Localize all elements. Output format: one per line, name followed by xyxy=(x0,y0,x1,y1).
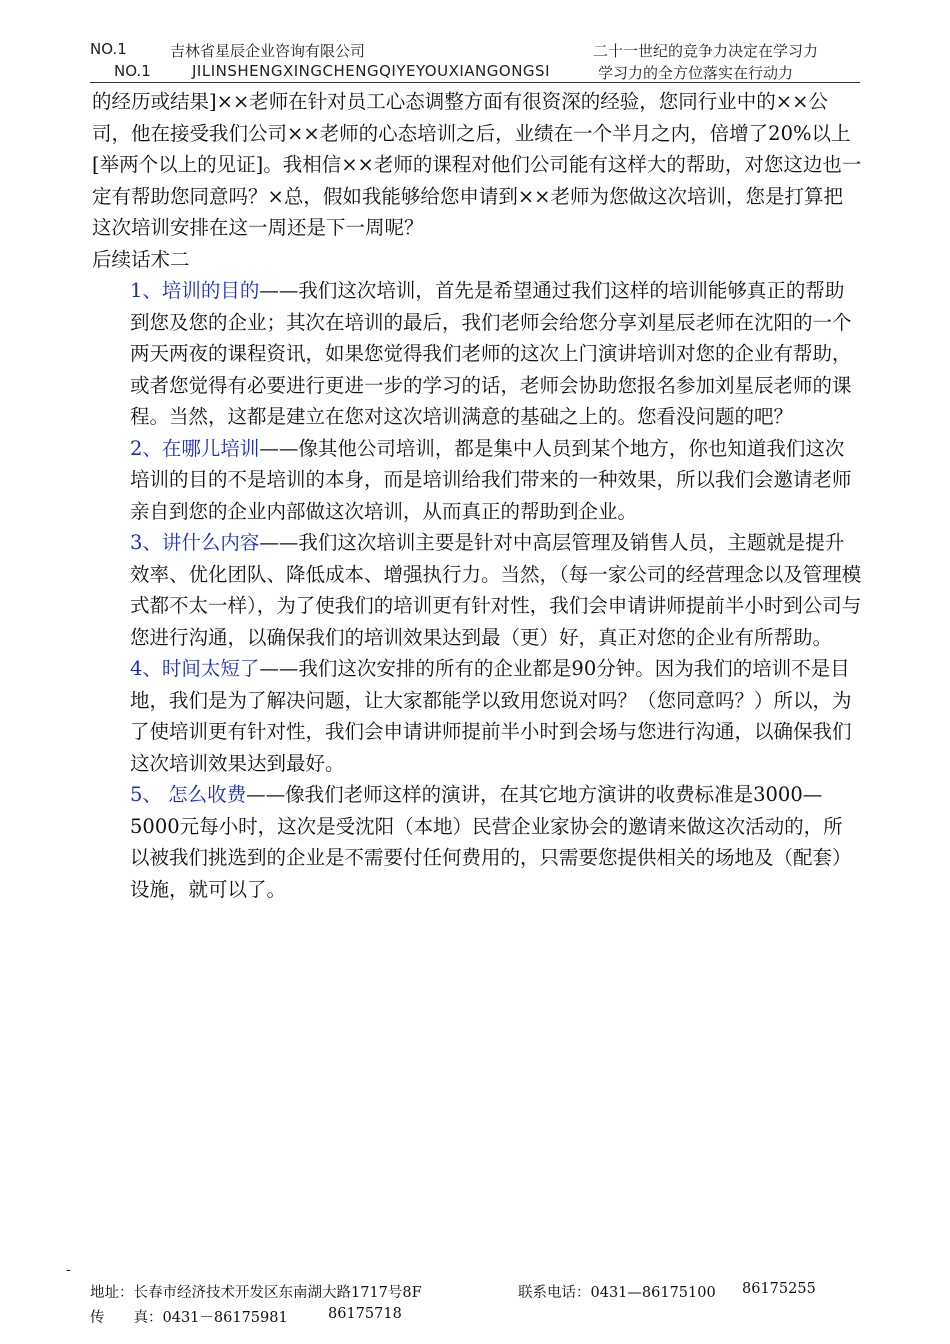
footer-line1 xyxy=(90,1281,870,1301)
item-heading: 5、 怎么收费 xyxy=(130,783,247,806)
list-item xyxy=(92,275,862,433)
list-item xyxy=(92,653,862,779)
footer-address: 地址：长春市经济技术开发区东南湖大路1717号8F xyxy=(90,1285,422,1301)
intro-paragraph: 的经历或结果]××老师在针对员工心态调整方面有很资深的经验，您同行业中的××公司，他在接受我们公司××老师的心态培训之后，业绩在一个半月之内，倍增了20%以上[举两个以上的见证]。我相信××老师的课程对他们公司能有这样大的帮助，对您这边也一定有帮助您同意吗？×总，假如我能够给您申请到××老师为您做这次培训，您是打算把这次培训安排在这一周还是下一周呢？ xyxy=(92,90,862,239)
item-heading: 1、培训的目的 xyxy=(130,279,260,302)
header-slogan-2: 学习力的全方位落实在行动力 xyxy=(598,64,794,82)
item-text: ——我们这次安排的所有的企业都是90分钟。因为我们的培训不是目地，我们是为了解决问题，让大家都能学以致用您说对吗？（您同意吗？）所以，为了使培训更有针对性，我们会申请讲师提前半小时到会场与您进行沟通，以确保我们这次培训效果达到最好。 xyxy=(130,657,852,775)
page-header-line1 xyxy=(90,40,860,60)
item-text: ——像其他公司培训，都是集中人员到某个地方，你也知道我们这次培训的目的不是培训的本身，而是培训给我们带来的一种效果，所以我们会邀请老师亲自到您的企业内部做这次培训，从而真正的帮助到企业。 xyxy=(130,436,852,523)
footer-fax-2: 86175718 xyxy=(328,1306,402,1322)
page-header-line2 xyxy=(90,62,860,82)
list-item xyxy=(92,527,862,653)
header-slogan-1: 二十一世纪的竞争力决定在学习力 xyxy=(593,42,819,60)
document-body xyxy=(92,86,862,905)
item-text: ——像我们老师这样的演讲，在其它地方演讲的收费标准是3000—5000元每小时，这次是受沈阳（本地）民营企业家协会的邀请来做这次活动的，所以被我们挑选到的企业是不需要付任何费用的，只需要您提供相关的场地及（配套）设施，就可以了。 xyxy=(130,783,852,901)
header-rule xyxy=(90,82,860,83)
item-text: ——我们这次培训主要是针对中高层管理及销售人员，主题就是提升效率、优化团队、降低成本、增强执行力。当然，（每一家公司的经营理念以及管理模式都不太一样），为了使我们的培训更有针对性，我们会申请讲师提前半小时到公司与您进行沟通，以确保我们的培训效果达到最（更）好，真正对您的企业有所帮助。 xyxy=(130,531,862,649)
header-no-2: NO.1 xyxy=(114,62,151,80)
item-heading: 3、讲什么内容 xyxy=(130,531,260,554)
footer-line2 xyxy=(90,1306,870,1326)
header-pinyin: JILINSHENGXINGCHENGQIYEYOUXIANGONGSI xyxy=(192,62,550,80)
header-company: 吉林省星辰企业咨询有限公司 xyxy=(170,42,366,60)
list-item xyxy=(92,779,862,905)
section-title: 后续话术二 xyxy=(92,247,190,271)
item-heading: 2、在哪儿培训 xyxy=(130,436,260,460)
header-no: NO.1 xyxy=(90,40,127,58)
item-text: ——我们这次培训，首先是希望通过我们这样的培训能够真正的帮助到您及您的企业；其次在培训的最后，我们老师会给您分享刘星辰老师在沈阳的一个两天两夜的课程资讯，如果您觉得我们老师的这次上门演讲培训对您的企业有帮助，或者您觉得有必要进行更进一步的学习的话，老师会协助您报名参加刘星辰老师的课程。当然，这都是建立在您对这次培训满意的基础之上的。您看没问题的吧？ xyxy=(130,279,852,428)
footer-fax: 传 真：0431－86175981 xyxy=(90,1310,288,1326)
margin-mark: - xyxy=(66,1262,71,1278)
list-item xyxy=(92,433,862,528)
item-heading: 4、时间太短了 xyxy=(130,657,260,680)
footer-phone-2: 86175255 xyxy=(742,1281,816,1297)
footer-phone: 联系电话：0431—86175100 xyxy=(518,1285,716,1301)
